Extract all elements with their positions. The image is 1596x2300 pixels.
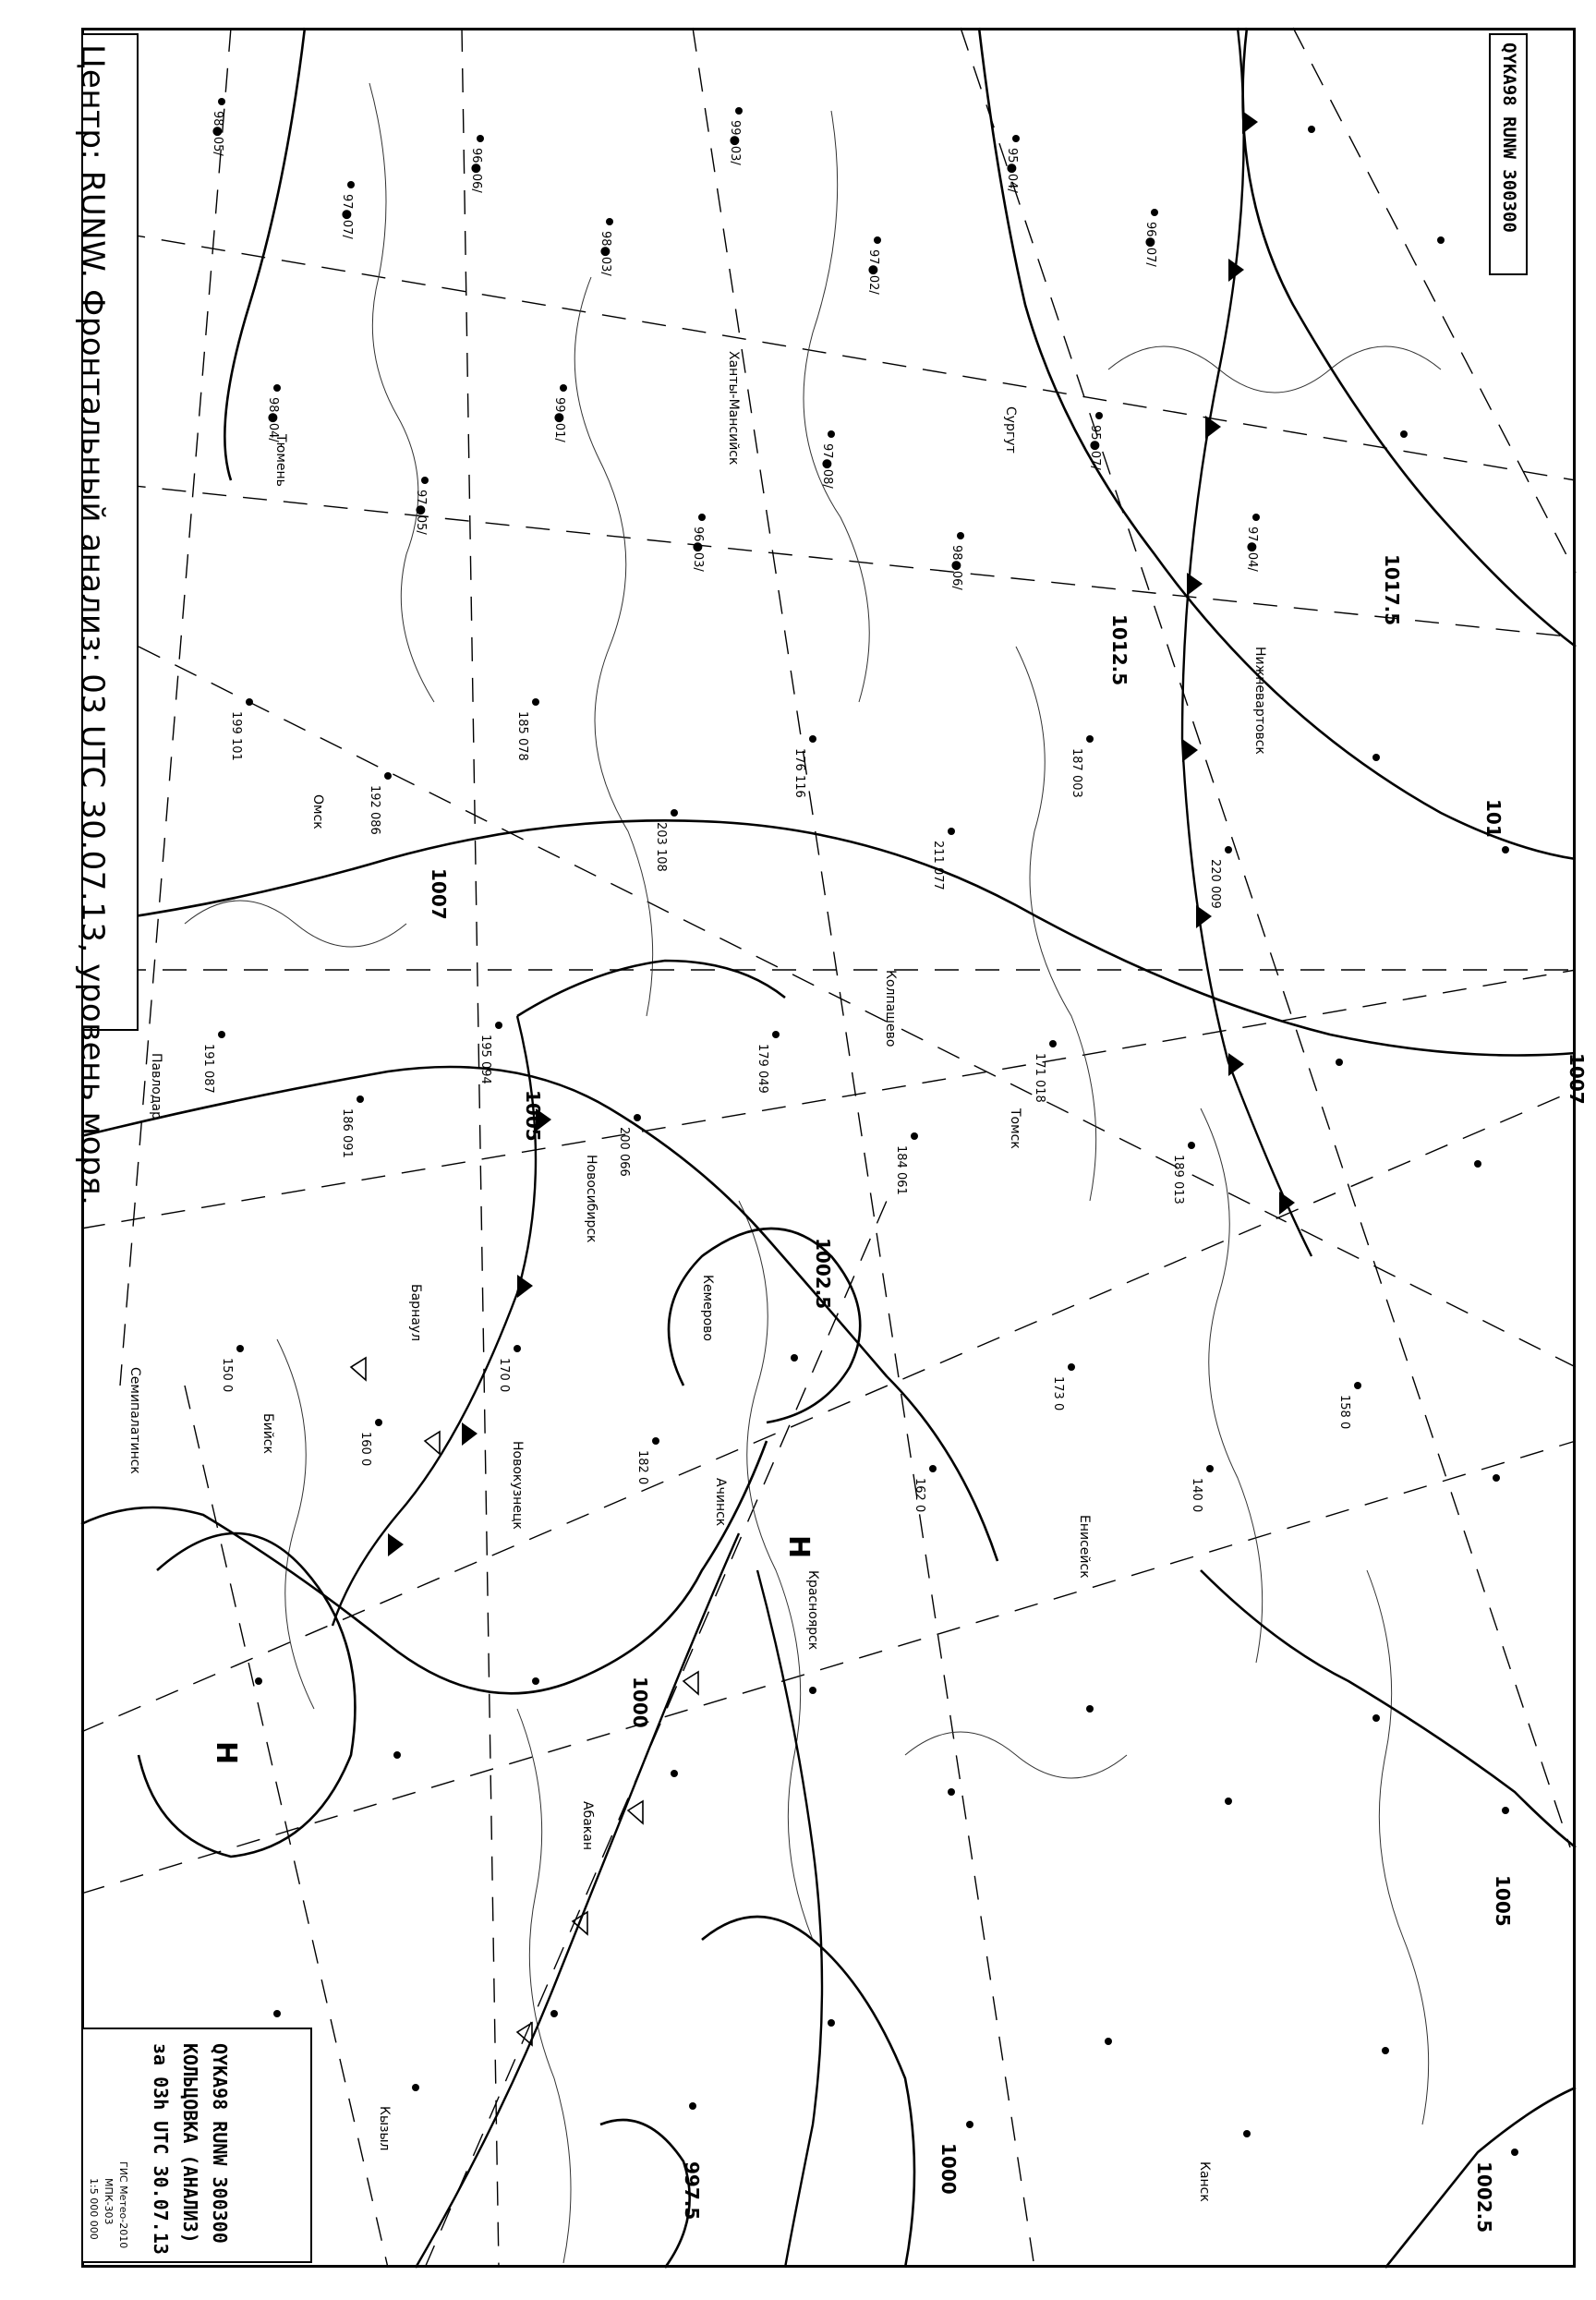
city-label: Колпашево bbox=[883, 970, 898, 1047]
legend-scale: 1:5 000 000 bbox=[88, 2178, 100, 2240]
isobar-label: 997.5 bbox=[681, 2161, 703, 2221]
city-label: Бийск bbox=[260, 1413, 275, 1454]
city-label: Томск bbox=[1008, 1108, 1022, 1149]
station-plot: 99●03/ bbox=[728, 120, 742, 165]
isobar-label: 1005 bbox=[1492, 1875, 1514, 1927]
isobar-label: 101 bbox=[1482, 799, 1505, 838]
isobar-label: 1012.5 bbox=[1108, 614, 1130, 686]
station-plot: 98●04/ bbox=[266, 397, 280, 442]
station-plot: 98●06/ bbox=[949, 545, 963, 590]
city-label: Кемерово bbox=[700, 1275, 715, 1341]
station-plot: 160 0 bbox=[358, 1432, 372, 1467]
station-plot: 96●06/ bbox=[469, 148, 483, 193]
station-plot: 187 003 bbox=[1070, 748, 1083, 798]
station-plot: 195 094 bbox=[478, 1035, 492, 1084]
map-frame bbox=[81, 28, 1576, 2268]
station-plot: 95●07/ bbox=[1088, 425, 1102, 470]
station-plot: 192 086 bbox=[368, 785, 381, 835]
station-plot: 179 049 bbox=[756, 1044, 769, 1094]
station-plot: 191 087 bbox=[201, 1044, 215, 1094]
legend-system: МПК-303 bbox=[103, 2178, 115, 2225]
station-plot: 97●04/ bbox=[1245, 527, 1259, 572]
header-code: QYKA98 RUNW 300300 bbox=[1499, 42, 1519, 233]
low-center: Н bbox=[782, 1535, 815, 1559]
station-plot: 182 0 bbox=[635, 1450, 649, 1485]
station-plot: 98●05/ bbox=[211, 111, 224, 156]
isobar-label: 1000 bbox=[629, 1677, 651, 1728]
station-plot: 96●07/ bbox=[1143, 222, 1157, 267]
station-plot: 173 0 bbox=[1051, 1376, 1065, 1411]
station-plot: 97●08/ bbox=[820, 443, 834, 489]
city-label: Енисейск bbox=[1077, 1515, 1092, 1579]
isobar-label: 1007 bbox=[428, 868, 450, 920]
legend-product: КОЛЬЦОВКА (АНАЛИЗ) bbox=[179, 2043, 201, 2244]
legend-code: QYKA98 RUNW 300300 bbox=[209, 2043, 231, 2244]
city-label: Красноярск bbox=[805, 1570, 820, 1651]
city-label: Абакан bbox=[580, 1801, 595, 1850]
station-plot: 211 077 bbox=[931, 841, 945, 890]
station-plot: 189 013 bbox=[1171, 1155, 1185, 1204]
station-plot: 98●03/ bbox=[598, 231, 612, 276]
city-label: Семипалатинск bbox=[127, 1367, 142, 1474]
station-plot: 97●05/ bbox=[414, 490, 428, 535]
station-plot: 185 078 bbox=[515, 711, 529, 761]
station-plot: 96●03/ bbox=[691, 527, 705, 572]
map-title: Центр: RUNW. Фронтальный анализ: 03 UTC 30.07.13, уровень моря. bbox=[74, 44, 111, 1206]
station-plot: 184 061 bbox=[894, 1145, 908, 1195]
city-label: Ханты-Мансийск bbox=[726, 351, 741, 466]
legend-time: за 03h UTC 30.07.13 bbox=[150, 2043, 172, 2255]
city-label: Канск bbox=[1197, 2161, 1212, 2202]
isobar-label: 1007 bbox=[1566, 1053, 1588, 1105]
station-plot: 97●02/ bbox=[866, 249, 880, 295]
isobar-label: 1005 bbox=[522, 1090, 544, 1142]
station-plot: 162 0 bbox=[913, 1478, 926, 1513]
isobar-label: 1000 bbox=[937, 2143, 960, 2195]
city-label: Сургут bbox=[1003, 406, 1018, 454]
city-label: Новокузнецк bbox=[510, 1441, 525, 1530]
station-plot: 99●01/ bbox=[552, 397, 566, 442]
city-label: Тюмень bbox=[273, 434, 288, 487]
city-label: Новосибирск bbox=[584, 1155, 598, 1243]
isobar-label: 1017.5 bbox=[1381, 554, 1403, 626]
station-plot: 186 091 bbox=[340, 1108, 354, 1158]
city-label: Ачинск bbox=[713, 1478, 728, 1527]
station-plot: 158 0 bbox=[1337, 1395, 1351, 1430]
station-plot: 95●04/ bbox=[1005, 148, 1019, 193]
station-plot: 176 116 bbox=[792, 748, 806, 798]
station-plot: 97●07/ bbox=[340, 194, 354, 239]
station-plot: 170 0 bbox=[497, 1358, 511, 1393]
city-label: Барнаул bbox=[408, 1284, 423, 1342]
low-center: Н bbox=[210, 1741, 242, 1765]
isobar-label: 1002.5 bbox=[812, 1238, 834, 1310]
station-plot: 200 066 bbox=[617, 1127, 631, 1177]
city-label: Омск bbox=[310, 794, 325, 829]
city-label: Кызыл bbox=[377, 2106, 392, 2151]
isobar-label: 1002.5 bbox=[1473, 2161, 1495, 2233]
station-plot: 220 009 bbox=[1208, 859, 1222, 909]
station-plot: 203 108 bbox=[654, 822, 668, 872]
station-plot: 140 0 bbox=[1190, 1478, 1203, 1513]
legend-software: ГИС Метео-2010 bbox=[117, 2161, 129, 2249]
station-plot: 171 018 bbox=[1033, 1053, 1046, 1103]
station-plot: 199 101 bbox=[229, 711, 243, 761]
city-label: Нижневартовск bbox=[1252, 647, 1267, 755]
city-label: Павлодар bbox=[149, 1053, 163, 1120]
station-plot: 150 0 bbox=[220, 1358, 234, 1393]
